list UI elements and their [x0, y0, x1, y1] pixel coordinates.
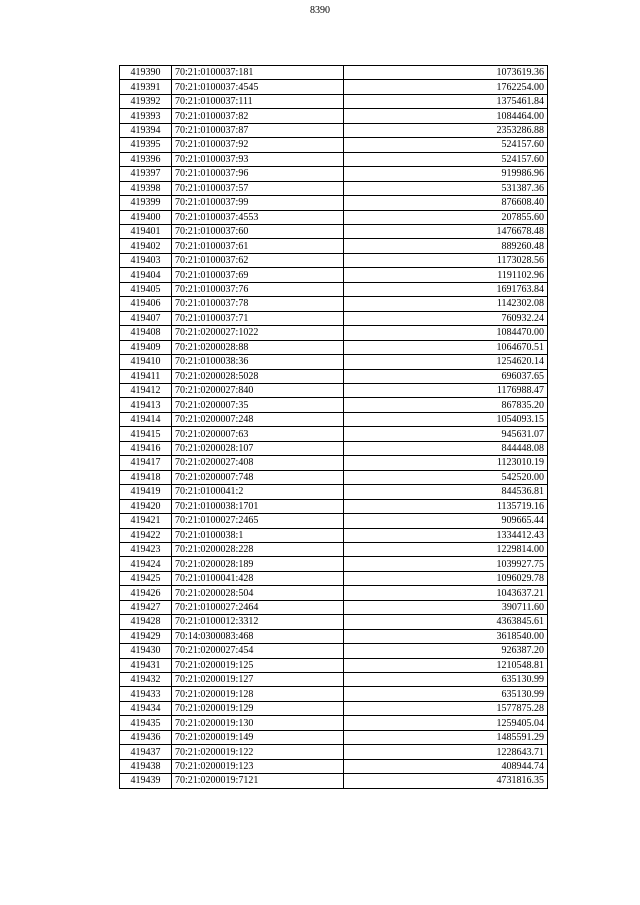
table-row	[120, 600, 548, 614]
table-row	[120, 542, 548, 556]
table-row	[120, 716, 548, 730]
table-row	[120, 181, 548, 195]
cadastral-value: 1039927.75	[344, 557, 548, 571]
cadastral-value: 1054093.15	[344, 412, 548, 426]
table-row	[120, 514, 548, 528]
table-row	[120, 109, 548, 123]
table-row	[120, 398, 548, 412]
cadastral-value: 1476678.48	[344, 224, 548, 238]
cadastral-number: 70:21:0200027:454	[172, 644, 344, 658]
table-row	[120, 369, 548, 383]
cadastral-number: 70:21:0100037:181	[172, 66, 344, 80]
cadastral-value: 1084464.00	[344, 109, 548, 123]
cadastral-value: 1176988.47	[344, 383, 548, 397]
row-number: 419418	[120, 470, 172, 484]
cadastral-number: 70:21:0100037:111	[172, 94, 344, 108]
table-row	[120, 745, 548, 759]
row-number: 419424	[120, 557, 172, 571]
table-row	[120, 311, 548, 325]
row-number: 419417	[120, 456, 172, 470]
cadastral-number: 70:21:0100041:428	[172, 571, 344, 585]
cadastral-value: 889260.48	[344, 239, 548, 253]
cadastral-number: 70:21:0200028:228	[172, 542, 344, 556]
cadastral-value: 1084470.00	[344, 326, 548, 340]
cadastral-number: 70:21:0200019:149	[172, 730, 344, 744]
cadastral-number: 70:21:0100038:1	[172, 528, 344, 542]
table-row	[120, 586, 548, 600]
table-row	[120, 196, 548, 210]
cadastral-value: 207855.60	[344, 210, 548, 224]
row-number: 419428	[120, 615, 172, 629]
table-row	[120, 485, 548, 499]
cadastral-number: 70:21:0200019:7121	[172, 774, 344, 788]
cadastral-number: 70:21:0100037:4553	[172, 210, 344, 224]
cadastral-number: 70:21:0100037:69	[172, 268, 344, 282]
cadastral-value: 4731816.35	[344, 774, 548, 788]
table-row	[120, 730, 548, 744]
table-row	[120, 571, 548, 585]
row-number: 419437	[120, 745, 172, 759]
cadastral-value: 1485591.29	[344, 730, 548, 744]
table-row	[120, 326, 548, 340]
cadastral-value: 1210548.81	[344, 658, 548, 672]
row-number: 419407	[120, 311, 172, 325]
table-row	[120, 644, 548, 658]
cadastral-number: 70:21:0100037:61	[172, 239, 344, 253]
cadastral-value: 1142302.08	[344, 297, 548, 311]
cadastral-number: 70:21:0200028:5028	[172, 369, 344, 383]
row-number: 419401	[120, 224, 172, 238]
row-number: 419438	[120, 759, 172, 773]
cadastral-value: 1228643.71	[344, 745, 548, 759]
row-number: 419436	[120, 730, 172, 744]
cadastral-number: 70:21:0200028:504	[172, 586, 344, 600]
row-number: 419393	[120, 109, 172, 123]
cadastral-number: 70:21:0100037:62	[172, 253, 344, 267]
row-number: 419415	[120, 427, 172, 441]
cadastral-value: 867835.20	[344, 398, 548, 412]
cadastral-value: 1762254.00	[344, 80, 548, 94]
row-number: 419391	[120, 80, 172, 94]
cadastral-number: 70:21:0100027:2464	[172, 600, 344, 614]
cadastral-number: 70:21:0100041:2	[172, 485, 344, 499]
registry-table	[119, 65, 548, 789]
cadastral-number: 70:21:0200019:125	[172, 658, 344, 672]
cadastral-number: 70:21:0200019:129	[172, 701, 344, 715]
table-row	[120, 282, 548, 296]
row-number: 419427	[120, 600, 172, 614]
cadastral-number: 70:21:0100037:92	[172, 138, 344, 152]
cadastral-value: 1254620.14	[344, 355, 548, 369]
table-row	[120, 253, 548, 267]
row-number: 419406	[120, 297, 172, 311]
cadastral-value: 844536.81	[344, 485, 548, 499]
table-row	[120, 470, 548, 484]
cadastral-number: 70:21:0200019:128	[172, 687, 344, 701]
cadastral-number: 70:21:0100027:2465	[172, 514, 344, 528]
row-number: 419404	[120, 268, 172, 282]
cadastral-number: 70:21:0200027:1022	[172, 326, 344, 340]
table-row	[120, 658, 548, 672]
row-number: 419431	[120, 658, 172, 672]
cadastral-number: 70:21:0200019:127	[172, 673, 344, 687]
table-row	[120, 239, 548, 253]
table-row	[120, 224, 548, 238]
table-row	[120, 701, 548, 715]
row-number: 419409	[120, 340, 172, 354]
row-number: 419433	[120, 687, 172, 701]
row-number: 419398	[120, 181, 172, 195]
cadastral-number: 70:21:0200019:122	[172, 745, 344, 759]
row-number: 419425	[120, 571, 172, 585]
cadastral-value: 2353286.88	[344, 123, 548, 137]
cadastral-number: 70:21:0200027:840	[172, 383, 344, 397]
table-row	[120, 123, 548, 137]
cadastral-number: 70:21:0100038:1701	[172, 499, 344, 513]
cadastral-value: 1577875.28	[344, 701, 548, 715]
cadastral-number: 70:21:0100037:57	[172, 181, 344, 195]
cadastral-number: 70:21:0100037:4545	[172, 80, 344, 94]
cadastral-value: 390711.60	[344, 600, 548, 614]
row-number: 419413	[120, 398, 172, 412]
table-row	[120, 528, 548, 542]
table-row	[120, 774, 548, 788]
row-number: 419423	[120, 542, 172, 556]
cadastral-value: 909665.44	[344, 514, 548, 528]
cadastral-number: 70:21:0100037:60	[172, 224, 344, 238]
cadastral-value: 1096029.78	[344, 571, 548, 585]
table-row	[120, 687, 548, 701]
cadastral-value: 1334412.43	[344, 528, 548, 542]
row-number: 419399	[120, 196, 172, 210]
row-number: 419429	[120, 629, 172, 643]
table-row	[120, 268, 548, 282]
row-number: 419432	[120, 673, 172, 687]
row-number: 419439	[120, 774, 172, 788]
table-row	[120, 167, 548, 181]
table-row	[120, 615, 548, 629]
row-number: 419434	[120, 701, 172, 715]
table-row	[120, 152, 548, 166]
cadastral-value: 945631.07	[344, 427, 548, 441]
table-row	[120, 629, 548, 643]
cadastral-number: 70:21:0100012:3312	[172, 615, 344, 629]
row-number: 419390	[120, 66, 172, 80]
cadastral-value: 1259405.04	[344, 716, 548, 730]
cadastral-number: 70:21:0100037:76	[172, 282, 344, 296]
cadastral-value: 635130.99	[344, 687, 548, 701]
cadastral-value: 1691763.84	[344, 282, 548, 296]
cadastral-value: 1073619.36	[344, 66, 548, 80]
cadastral-number: 70:21:0100037:71	[172, 311, 344, 325]
table-row	[120, 94, 548, 108]
cadastral-number: 70:21:0200028:189	[172, 557, 344, 571]
cadastral-number: 70:21:0100038:36	[172, 355, 344, 369]
row-number: 419420	[120, 499, 172, 513]
cadastral-value: 1043637.21	[344, 586, 548, 600]
cadastral-value: 4363845.61	[344, 615, 548, 629]
table-row	[120, 456, 548, 470]
cadastral-value: 408944.74	[344, 759, 548, 773]
cadastral-value: 696037.65	[344, 369, 548, 383]
table-row	[120, 210, 548, 224]
cadastral-number: 70:21:0200019:130	[172, 716, 344, 730]
row-number: 419403	[120, 253, 172, 267]
row-number: 419422	[120, 528, 172, 542]
row-number: 419421	[120, 514, 172, 528]
row-number: 419405	[120, 282, 172, 296]
row-number: 419402	[120, 239, 172, 253]
cadastral-number: 70:21:0200007:748	[172, 470, 344, 484]
table-row	[120, 66, 548, 80]
cadastral-number: 70:21:0100037:87	[172, 123, 344, 137]
cadastral-value: 531387.36	[344, 181, 548, 195]
row-number: 419396	[120, 152, 172, 166]
row-number: 419414	[120, 412, 172, 426]
cadastral-number: 70:21:0100037:96	[172, 167, 344, 181]
row-number: 419395	[120, 138, 172, 152]
table-row	[120, 427, 548, 441]
cadastral-value: 919986.96	[344, 167, 548, 181]
cadastral-value: 844448.08	[344, 441, 548, 455]
cadastral-value: 1229814.00	[344, 542, 548, 556]
table-row	[120, 355, 548, 369]
cadastral-value: 1064670.51	[344, 340, 548, 354]
cadastral-number: 70:21:0200027:408	[172, 456, 344, 470]
row-number: 419400	[120, 210, 172, 224]
cadastral-number: 70:21:0100037:78	[172, 297, 344, 311]
cadastral-number: 70:21:0200007:35	[172, 398, 344, 412]
table-row	[120, 673, 548, 687]
cadastral-value: 1173028.56	[344, 253, 548, 267]
row-number: 419412	[120, 383, 172, 397]
row-number: 419397	[120, 167, 172, 181]
cadastral-number: 70:21:0200028:88	[172, 340, 344, 354]
table-row	[120, 759, 548, 773]
row-number: 419430	[120, 644, 172, 658]
cadastral-value: 1191102.96	[344, 268, 548, 282]
table-row	[120, 297, 548, 311]
cadastral-value: 524157.60	[344, 152, 548, 166]
table-row	[120, 80, 548, 94]
table-row	[120, 441, 548, 455]
cadastral-value: 1123010.19	[344, 456, 548, 470]
row-number: 419426	[120, 586, 172, 600]
table-row	[120, 383, 548, 397]
page-number: 8390	[310, 5, 330, 16]
row-number: 419392	[120, 94, 172, 108]
table-row	[120, 138, 548, 152]
table-row	[120, 340, 548, 354]
table-row	[120, 499, 548, 513]
row-number: 419408	[120, 326, 172, 340]
table-row	[120, 412, 548, 426]
cadastral-value: 542520.00	[344, 470, 548, 484]
cadastral-value: 524157.60	[344, 138, 548, 152]
cadastral-number: 70:14:0300083:468	[172, 629, 344, 643]
cadastral-value: 1375461.84	[344, 94, 548, 108]
cadastral-value: 635130.99	[344, 673, 548, 687]
cadastral-value: 3618540.00	[344, 629, 548, 643]
cadastral-number: 70:21:0200019:123	[172, 759, 344, 773]
cadastral-number: 70:21:0200007:63	[172, 427, 344, 441]
cadastral-value: 926387.20	[344, 644, 548, 658]
cadastral-number: 70:21:0100037:82	[172, 109, 344, 123]
cadastral-number: 70:21:0100037:99	[172, 196, 344, 210]
cadastral-number: 70:21:0200007:248	[172, 412, 344, 426]
row-number: 419416	[120, 441, 172, 455]
registry-table-body	[120, 66, 548, 789]
row-number: 419394	[120, 123, 172, 137]
table-row	[120, 557, 548, 571]
row-number: 419410	[120, 355, 172, 369]
cadastral-value: 1135719.16	[344, 499, 548, 513]
cadastral-value: 876608.40	[344, 196, 548, 210]
row-number: 419419	[120, 485, 172, 499]
row-number: 419435	[120, 716, 172, 730]
cadastral-value: 760932.24	[344, 311, 548, 325]
cadastral-number: 70:21:0100037:93	[172, 152, 344, 166]
cadastral-number: 70:21:0200028:107	[172, 441, 344, 455]
row-number: 419411	[120, 369, 172, 383]
